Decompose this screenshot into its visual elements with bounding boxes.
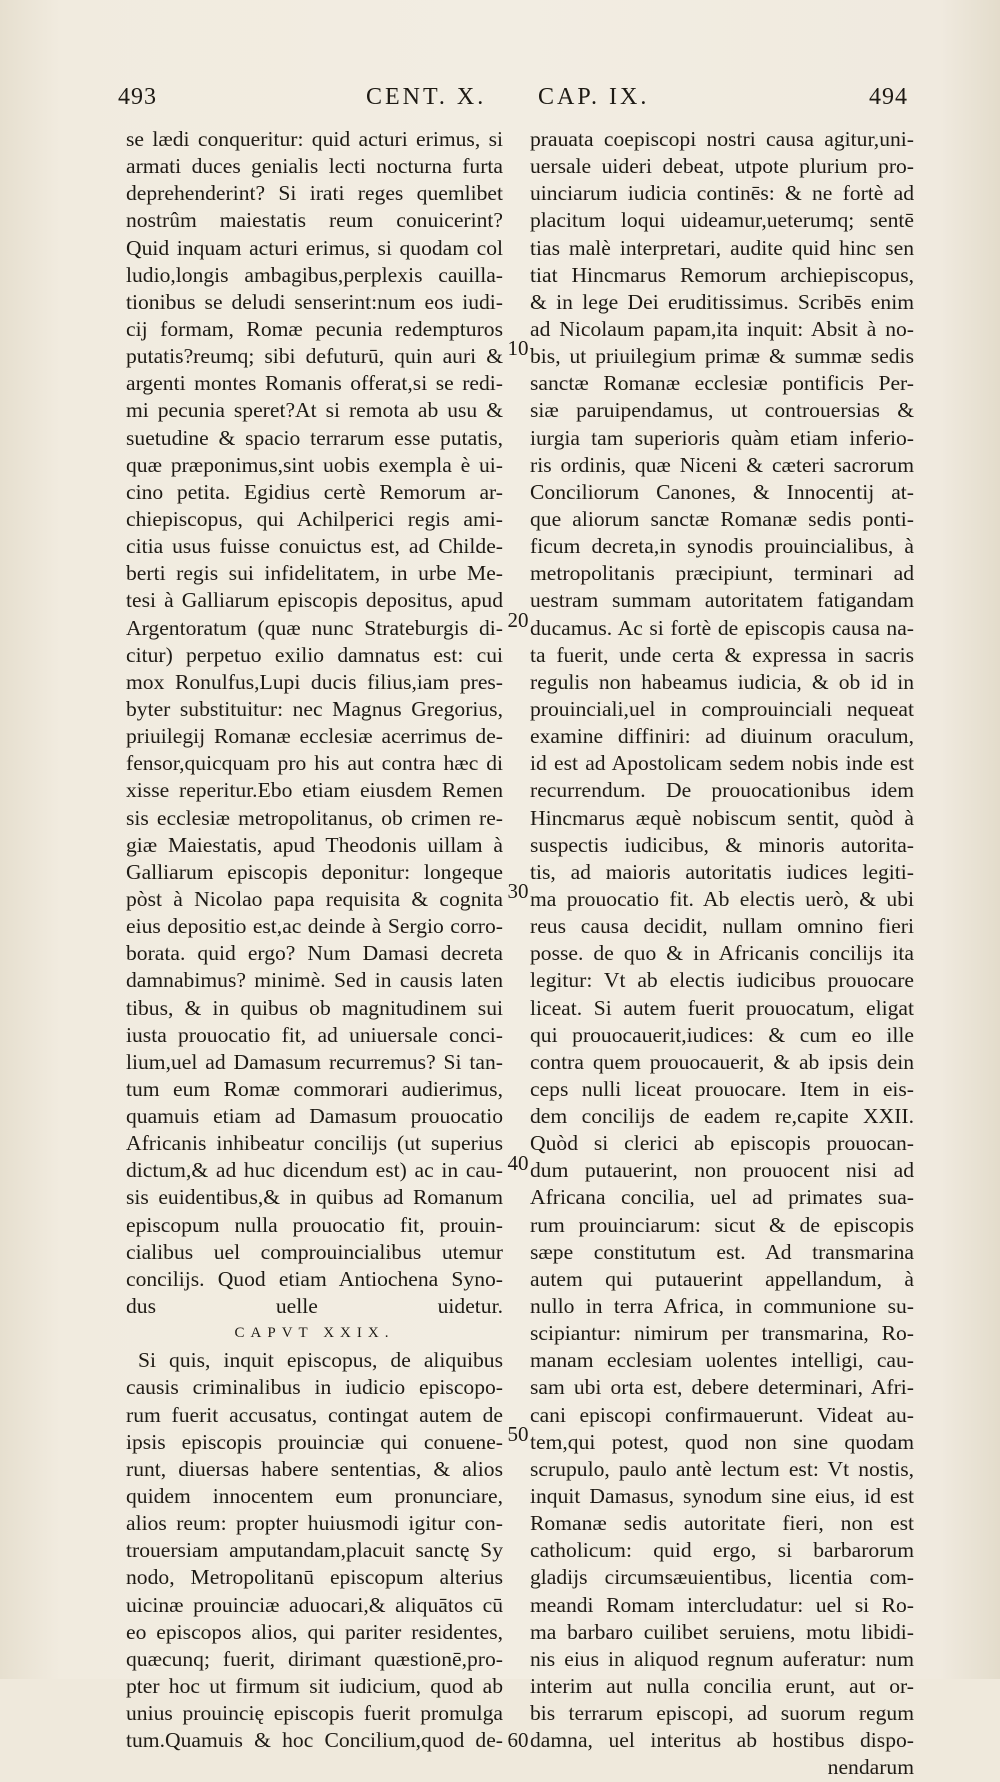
text-line: se lædi conqueritur: quid acturi erimus, si <box>126 127 503 151</box>
text-line: tum eum Romæ commorari audierimus, <box>126 1076 503 1101</box>
text-line: mi pecunia speret?At si remota ab usu & <box>126 398 503 423</box>
text-line: tibus, & in quibus ob magnitudinem sui <box>126 995 503 1020</box>
text-line: scrupulo, paulo antè lectum est: Vt nostis, <box>530 1456 914 1481</box>
text-line: contra quem prouocauerit, & ab ipsis dein <box>530 1049 914 1074</box>
text-line: bis, ut priuilegium primæ & summæ sedis <box>530 344 914 369</box>
text-line: posse. de quo & in Africanis concilijs ita <box>530 941 914 966</box>
line-number: 50 <box>507 1422 529 1446</box>
text-line: Quid inquam acturi erimus, si quodam col <box>126 235 503 260</box>
text-line: citia usus fuisse conuictus est, ad Childe- <box>126 534 503 559</box>
text-line: regulis non habeamus iudicia, & ob id in <box>530 669 914 694</box>
line-number: 10 <box>507 336 529 360</box>
text-line: tesi à Galliarum episcopis depositus, apud <box>126 588 503 613</box>
text-line: metropolitanis præcipiunt, terminari ad <box>530 561 914 586</box>
text-line: prouinciali,uel in comprouinciali nequeat <box>530 696 914 721</box>
text-line: sis euidentibus,& in quibus ad Romanum <box>126 1185 503 1210</box>
text-line: dus uelle uidetur. <box>126 1294 503 1319</box>
text-line: causis criminalibus in iudicio episcopo- <box>126 1375 503 1400</box>
text-line: bis terrarum episcopi, ad suorum regum <box>530 1701 914 1726</box>
page-number-left: 493 <box>118 84 157 110</box>
text-line: nullo in terra Africa, in communione su- <box>530 1294 914 1319</box>
text-line: argenti montes Romanis offerat,si se redi- <box>126 371 503 396</box>
text-line: liceat. Si autem fuerit prouocatum, eligat <box>530 995 914 1020</box>
text-line: cialibus uel comprouincialibus utemur <box>126 1239 503 1264</box>
line-number: 20 <box>507 608 529 632</box>
text-line: Quòd si clerici ab episcopis prouocan- <box>530 1131 914 1156</box>
text-line: deprehenderint? Si irati reges quemlibet <box>126 181 503 206</box>
text-line: damna, uel interitus ab hostibus dispo- <box>530 1728 914 1753</box>
text-line: prauata coepiscopi nostri causa agitur,uni- <box>530 127 914 151</box>
text-line: iusta prouocatio fit, ad uniuersale conci- <box>126 1022 503 1047</box>
line-number: 30 <box>507 879 529 903</box>
page-number-right: 494 <box>869 84 908 110</box>
text-line: xisse reperitur.Ebo etiam eiusdem Remen <box>126 778 503 803</box>
text-line: scipiantur: nimirum per transmarina, Ro- <box>530 1321 914 1346</box>
text-line: tem,qui potest, quod non sine quodam <box>530 1429 914 1454</box>
text-line: nodo, Metropolitanū episcopum alterius <box>126 1565 503 1590</box>
text-line: dictum,& ad huc dicendum est) ac in cau- <box>126 1158 503 1183</box>
text-line: tum.Quamuis & hoc Concilium,quod de- <box>126 1728 503 1753</box>
text-line: ceps nulli liceat prouocare. Item in eis- <box>530 1076 914 1101</box>
text-line: armati duces genialis lecti nocturna furta <box>126 154 503 179</box>
text-line: ma barbaro cuilibet seruiens, motu libidi- <box>530 1619 914 1644</box>
text-line: concilijs. Quod etiam Antiochena Syno- <box>126 1266 503 1291</box>
text-line: meandi Romam intercludatur: uel si Ro- <box>530 1592 914 1617</box>
text-line: trouersiam amputandam,placuit sanctę Sy <box>126 1538 503 1563</box>
text-line: borata. quid ergo? Num Damasi decreta <box>126 941 503 966</box>
catchword: nendarum <box>827 1755 914 1780</box>
text-line: sam ubi orta est, debere determinari, Afri- <box>530 1375 914 1400</box>
text-line: eius depositio est,ac deinde à Sergio corro- <box>126 914 503 939</box>
text-line: Galliarum episcopis deponitur: longeque <box>126 859 503 884</box>
text-line: cani episcopi confirmauerunt. Videat au- <box>530 1402 914 1427</box>
text-line: mox Ronulfus,Lupi ducis filius,iam pres- <box>126 669 503 694</box>
text-line: episcopum nulla prouocatio fit, prouin- <box>126 1212 503 1237</box>
text-line: tis, ad maioris autoritatis iudices legiti- <box>530 859 914 884</box>
running-head-century: CENT. X. <box>366 84 487 110</box>
text-line: nis eius in aliquod regnum auferatur: num <box>530 1646 914 1671</box>
text-line: sis ecclesiæ metropolitanus, ob crimen re- <box>126 805 503 830</box>
line-number: 40 <box>507 1151 529 1175</box>
text-line: Hincmarus æquè nobiscum sentit, quòd à <box>530 805 914 830</box>
text-line: que aliorum sanctæ Romanæ sedis ponti- <box>530 506 914 531</box>
text-line: uestram summam autoritatem fatigandam <box>530 588 914 613</box>
text-line: examine diffiniri: ad diuinum oraculum, <box>530 724 914 749</box>
text-line: inquit Damasus, synodum sine eius, id est <box>530 1484 914 1509</box>
text-line: manam ecclesiam uolentes intelligi, cau- <box>530 1348 914 1373</box>
text-line: uersale uideri debeat, utpote plurium pro- <box>530 154 914 179</box>
text-line: ipsis episcopis prouinciæ qui conuene- <box>126 1429 503 1454</box>
text-line: putatis?reumq; sibi defuturū, quin auri & <box>126 344 503 369</box>
text-line: berti regis sui infidelitatem, in urbe Me- <box>126 561 503 586</box>
text-line: ma prouocatio fit. Ab electis uerò, & ubi <box>530 886 914 911</box>
text-line: sæpe constitutum est. Ad transmarina <box>530 1239 914 1264</box>
text-line: Africanis inhibeatur concilijs (ut superius <box>126 1131 503 1156</box>
text-line: ta fuerit, unde certa & expressa in sacris <box>530 642 914 667</box>
text-line: pter hoc ut firmum sit iudicium, quod ab <box>126 1674 503 1699</box>
text-line: dem concilijs de eadem re,capite XXII. <box>530 1104 914 1129</box>
text-line: legitur: Vt ab electis iudicibus prouocare <box>530 968 914 993</box>
text-line: eo episcopos alios, qui pariter residentes, <box>126 1619 503 1644</box>
text-line: tionibus se deludi senserint:num eos iudi- <box>126 289 503 314</box>
text-line: Romanæ sedis autoritate fieri, non est <box>530 1511 914 1536</box>
text-line: citur) perpetuo exilio damnatus est: cui <box>126 642 503 667</box>
text-line: fensor,quicquam pro his aut contra hæc di <box>126 751 503 776</box>
text-line: qui prouocauerit,iudices: & cum eo ille <box>530 1022 914 1047</box>
text-line: pòst à Nicolao papa requisita & cognita <box>126 886 503 911</box>
text-line: reus causa decidit, nullam omnino fieri <box>530 914 914 939</box>
text-line: priuilegij Romanæ ecclesiæ acerrimus de- <box>126 724 503 749</box>
text-line: tiat Hincmarus Remorum archiepiscopus, <box>530 262 914 287</box>
text-line: recurrendum. De prouocationibus idem <box>530 778 914 803</box>
page-header <box>118 84 908 124</box>
line-number: 60 <box>507 1727 529 1752</box>
text-line: quæ præponimus,sint uobis exempla è ui- <box>126 452 503 477</box>
text-line: chiepiscopus, qui Achilperici regis ami- <box>126 506 503 531</box>
text-line: ducamus. Ac si fortè de episcopis causa na- <box>530 615 914 640</box>
text-line: placitum loqui uideamur,ueterumq; sentē <box>530 208 914 233</box>
text-line: autem qui putauerint appellandum, à <box>530 1266 914 1291</box>
text-line: alios reum: propter huiusmodi igitur con- <box>126 1511 503 1536</box>
text-line: suspectis iudicibus, & minoris autorita- <box>530 832 914 857</box>
text-line: damnabimus? minimè. Sed in causis laten <box>126 968 503 993</box>
text-line: & in lege Dei eruditissimus. Scribēs enim <box>530 289 914 314</box>
text-line: ficum decreta,in synodis prouincialibus, à <box>530 534 914 559</box>
text-line: uicinæ prouinciæ aduocari,& aliquātos cū <box>126 1592 503 1617</box>
text-line: Si quis, inquit episcopus, de aliquibus <box>138 1348 503 1373</box>
text-line: uinciarum iudicia continēs: & ne fortè ad <box>530 181 914 206</box>
text-line: interim aut nulla concilia erunt, aut or- <box>530 1674 914 1699</box>
text-line: tias malè interpretari, audite quid hinc sen <box>530 235 914 260</box>
text-line: ad Nicolaum papam,ita inquit: Absit à no- <box>530 316 914 341</box>
text-line: Argentoratum (quæ nunc Strateburgis di- <box>126 615 503 640</box>
text-line: runt, diuersas habere sententias, & alios <box>126 1456 503 1481</box>
text-line: giæ Maiestatis, apud Theodonis uillam à <box>126 832 503 857</box>
text-line: siæ paruipendamus, ut controuersias & <box>530 398 914 423</box>
text-line: lium,uel ad Damasum recurremus? Si tan- <box>126 1049 503 1074</box>
text-line: rum prouinciarum: sicut & de episcopis <box>530 1212 914 1237</box>
running-head-chapter: CAP. IX. <box>538 84 650 110</box>
text-line: catholicum: quid ergo, si barbarorum <box>530 1538 914 1563</box>
text-line: quidem innocentem eum pronunciare, <box>126 1484 503 1509</box>
text-line: cij formam, Romæ pecunia redempturos <box>126 316 503 341</box>
text-line: id est ad Apostolicam sedem nobis inde est <box>530 751 914 776</box>
text-line: rum fuerit accusatus, contingat autem de <box>126 1402 503 1427</box>
text-line: gladijs circumsæuientibus, licentia com- <box>530 1565 914 1590</box>
text-line: ludio,longis ambagibus,perplexis cauilla- <box>126 262 503 287</box>
text-line: quamuis etiam ad Damasum prouocatio <box>126 1104 503 1129</box>
text-line: sanctæ Romanæ ecclesiæ pontificis Per- <box>530 371 914 396</box>
text-line: dum putauerint, non prouocent nisi ad <box>530 1158 914 1183</box>
text-line: unius prouincię episcopis fuerit promulga <box>126 1701 503 1726</box>
text-line: cino petita. Egidius certè Remorum ar- <box>126 479 503 504</box>
text-line: Conciliorum Canones, & Innocentij at- <box>530 479 914 504</box>
text-line: suetudine & spacio terrarum esse putatis, <box>126 425 503 450</box>
right-text-column <box>530 126 914 1782</box>
left-text-column <box>126 126 503 1754</box>
text-line: nostrûm maiestatis reum conuicerint? <box>126 208 503 233</box>
text-line: iurgia tam superioris quàm etiam inferio- <box>530 425 914 450</box>
text-line: quæcunq; fuerit, dirimant quæstionē,pro- <box>126 1646 503 1671</box>
text-line: ris ordinis, quæ Niceni & cæteri sacrorum <box>530 452 914 477</box>
text-line: byter substituitur: nec Magnus Gregorius, <box>126 696 503 721</box>
text-line: Africana concilia, uel ad primates sua- <box>530 1185 914 1210</box>
chapter-heading: CAPVT XXIX. <box>234 1325 395 1342</box>
